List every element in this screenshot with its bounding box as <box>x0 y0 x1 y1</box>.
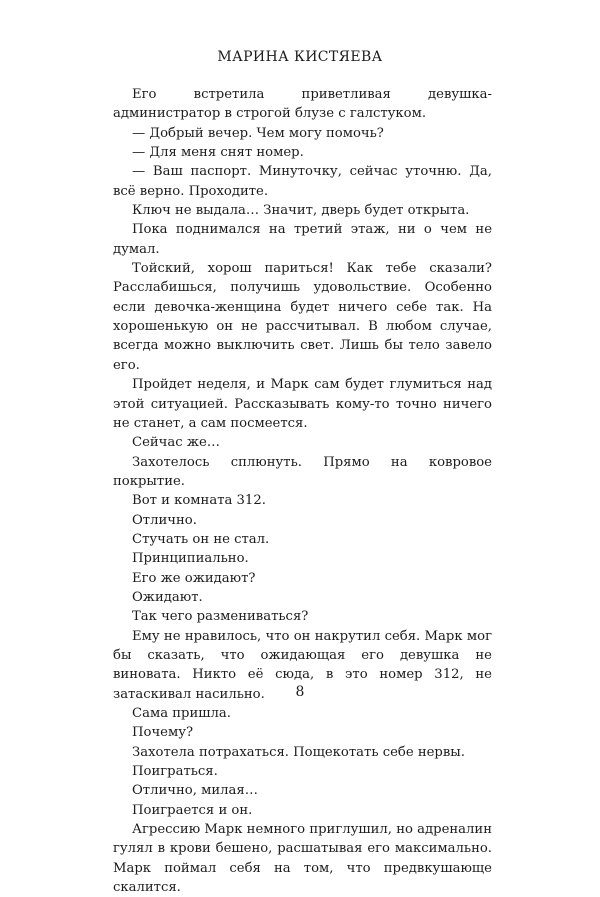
paragraph: Отлично. <box>132 512 197 528</box>
page-number: 8 <box>295 684 305 700</box>
paragraph: Почему? <box>132 725 194 741</box>
running-title: МАРИНА КИСТЯЕВА <box>217 49 383 65</box>
paragraph: Ключ не выдала… Значит, дверь будет открыта. <box>132 203 470 219</box>
paragraph: Ожидают. <box>132 589 203 605</box>
paragraph: Сама пришла. <box>132 706 231 721</box>
paragraph: Так чего размениваться? <box>132 609 309 625</box>
paragraph: Тойский, хорош париться! Как тебе сказали? Расслабишься, получишь удовольствие. Особенно если девочка-женщина будет ничего себе так. На хорошенькую он не рассчитывал. В любом случае, всегда можно выключить свет. Лишь бы тело завело его. <box>113 261 492 373</box>
paragraph: Пройдет неделя, и Марк сам будет глумиться над этой ситуацией. Рассказывать кому-то точно ничего не станет, а сам посмеется. <box>113 377 492 431</box>
paragraph: Захотелось сплюнуть. Прямо на ковровое покрытие. <box>113 454 492 489</box>
paragraph: Ему не нравилось, что он накрутил себя. Марк мог бы сказать, что ожидающая его девушка не виновата. Никто её сюда, в это номер 312, не затаскивал насильно. <box>113 628 492 702</box>
paragraph: — Добрый вечер. Чем могу помочь? <box>132 125 384 141</box>
paragraph: Его же ожидают? <box>132 570 256 586</box>
body-text <box>113 85 492 897</box>
paragraph: Принципиально. <box>132 551 249 567</box>
paragraph: Его встретила приветливая девушка-администратор в строгой блузе с галстуком. <box>113 87 492 122</box>
paragraph: Сейчас же… <box>132 435 220 451</box>
paragraph: Стучать он не стал. <box>132 531 270 547</box>
paragraph: Агрессию Марк немного приглушил, но адреналин гулял в крови бешено, расшатывая его максимально. Марк поймал себя на том, что предвкушающе скалится. <box>113 822 492 896</box>
paragraph: Поиграться. <box>132 764 218 780</box>
paragraph: Отлично, милая… <box>132 783 258 799</box>
paragraph: — Для меня снят номер. <box>132 145 304 161</box>
paragraph: Пока поднимался на третий этаж, ни о чем не думал. <box>113 222 492 257</box>
paragraph: Захотела потрахаться. Пощекотать себе нервы. <box>132 744 465 760</box>
paragraph: Вот и комната 312. <box>132 493 266 509</box>
paragraph: Поиграется и он. <box>132 802 253 818</box>
paragraph: — Ваш паспорт. Минуточку, сейчас уточню. Да, всё верно. Проходите. <box>113 164 492 199</box>
